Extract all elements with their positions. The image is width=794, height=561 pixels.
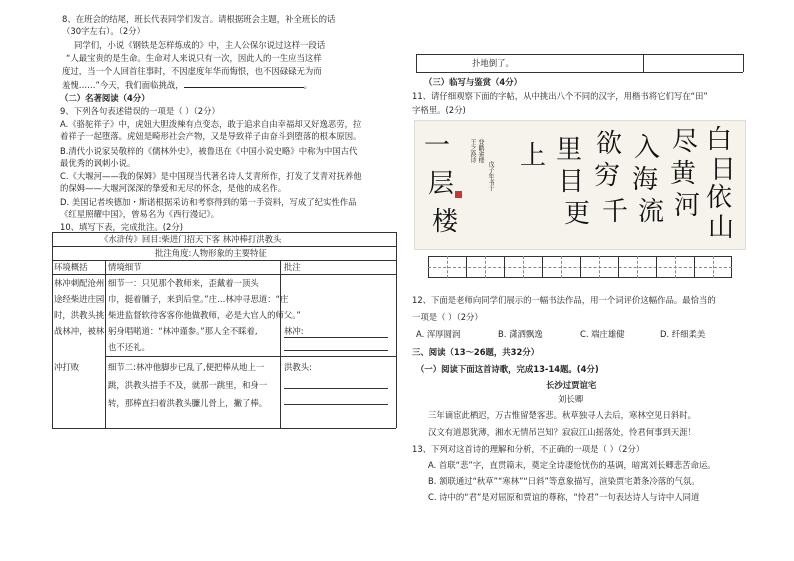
callig-char-19: 层	[427, 169, 454, 199]
callig-char-3: 依	[705, 183, 732, 213]
callig-char-13: 千	[601, 197, 628, 227]
q13-stem: 13、下列对这首诗的理解和分析，不正确的一项是（ ）（2分）	[412, 444, 645, 454]
callig-char-10: 流	[637, 197, 664, 227]
q8-line4: “人最宝贵的是生命。生命对人来说只有一次，因此人的一生应当这样	[66, 53, 322, 63]
q12-option-c[interactable]: C. 端庄雄健	[580, 329, 625, 339]
q8-line6-text: 羞愧……”今天，我们面临挑战，	[62, 80, 184, 90]
callig-char-15: 目	[557, 167, 584, 197]
section-reading: 三、阅读（13～26题，共32分）	[412, 347, 540, 357]
q10-note2-line2[interactable]	[284, 404, 388, 405]
q10-env-4: 战林冲，被林	[54, 326, 105, 336]
q13-option-b[interactable]: B. 颔联通过“秋草”“寒林”“日斜”等意象描写，渲染贾宅萧条冷落的气氛。	[428, 476, 700, 486]
top-cell-text: 扑地倒了。	[472, 58, 514, 68]
q9-option-a2: 着祥子一起堕落。虎妞是畸形社会产物，又是导致祥子由奋斗到堕落的根本原因。	[60, 131, 362, 141]
q10-note2-line1[interactable]	[284, 388, 388, 389]
q10-header-note: 批注	[284, 262, 301, 272]
callig-char-9: 海	[631, 165, 658, 195]
q13-option-c[interactable]: C. 诗中的“君”是对屈原和贾谊的尊称，“怜君”一句表达诗人与诗中人同道	[428, 492, 700, 502]
seal-stamp	[455, 191, 462, 198]
poem-line1: 三年谪宦此栖迟，万古惟留楚客悲。秋草独寻人去后，寒林空见日斜时。	[428, 410, 696, 420]
callig-char-11: 欲	[595, 129, 622, 159]
q9-option-d1: D. 美国记者埃德加・斯诺根据采访和考察得到的第一手资料，写成了纪实性作品	[60, 197, 357, 207]
q8-line2: （30字左右）。（2分）	[62, 26, 145, 36]
q11-line2: 字格里。(2分)	[412, 105, 466, 115]
q10-detail2-3: 转，那棒直扫着洪教头臁儿骨上，撇了棒。	[108, 398, 268, 408]
q9-option-d2: 《红星照耀中国》，曾易名为《西行漫记》。	[60, 209, 220, 219]
callig-small-2: 登鹳雀楼	[477, 139, 484, 163]
q10-title-row: 《水浒传》回目:柴进门招天下客 林冲棒打洪教头	[100, 234, 282, 244]
q10-note1-line1[interactable]	[284, 337, 388, 338]
q9-option-c1: C.《大堰河——我的保姆》是中国现当代著名诗人艾青所作，打发了艾青对抚养他	[60, 171, 362, 181]
q10-angle-row: 批注角度:人物形象的主要特征	[155, 248, 267, 258]
q10-detail1-1: 细节一：只见那个教师来，歪戴着一顶头	[108, 278, 259, 288]
q10-detail1-2: 巾，挺着脯子，来到后堂。”庄…林冲寻思道：“庄	[108, 294, 289, 304]
q8-answer-blank[interactable]	[184, 79, 304, 88]
callig-char-18: 一	[423, 131, 450, 161]
reading-sub-one: （一）阅读下面这首诗歌，完成13-14题。(4分)	[416, 364, 599, 374]
section-calligraphy: （三）临写与鉴赏（4分）	[424, 77, 522, 87]
q9-option-b2: 最优秀的讽刺小说。	[60, 158, 136, 168]
callig-char-7: 河	[673, 191, 700, 221]
q8-line3: 同学们，小说《钢铁是怎样炼成的》中，主人公保尔说过这样一段话	[74, 40, 326, 50]
q12-option-d[interactable]: D. 纤细柔美	[660, 329, 706, 339]
q10-stem: 10、填写下表，完成批注。(2分)	[60, 222, 184, 232]
q10-note2-label: 洪教头:	[284, 362, 312, 372]
calligraphy-artwork	[414, 120, 746, 250]
callig-char-16: 更	[563, 199, 590, 229]
q9-option-b1: B.清代小说家吴敬梓的《儒林外史》，被鲁迅在《中国小说史略》中称为中国古代	[60, 146, 358, 156]
q10-note1-label: 林冲:	[284, 326, 304, 336]
q12-line2: 一项是（ ）（2分）	[412, 312, 483, 322]
q10-note1-line2[interactable]	[284, 350, 388, 351]
poem-title: 长沙过贾谊宅	[546, 380, 597, 390]
q12-line1: 12、下面是老师向同学们展示的一幅书法作品，用一个词评价这幅作品。最恰当的	[412, 295, 716, 305]
callig-char-12: 穷	[593, 161, 620, 191]
q9-option-a1: A.《骆驼祥子》中，虎妞大胆泼辣有点变态，敢于追求自由幸福却又好逸恶劳，拉	[60, 119, 362, 129]
callig-char-5: 尽	[671, 127, 698, 157]
q10-detail1-5: 也不还礼。	[108, 342, 150, 352]
callig-char-2: 日	[709, 155, 736, 185]
q9-option-c2: 的保姆——大堰河深深的挚爱和无尽的怀念，是他的成名作。	[60, 183, 287, 193]
q8-line6	[62, 79, 312, 91]
q12-option-a[interactable]: A. 浑厚圆润	[416, 329, 461, 339]
callig-small-3: 戊子年书于	[487, 161, 494, 191]
callig-char-1: 白	[705, 125, 732, 155]
q10-detail1-4: 躬身唱喏道：“林冲谨参。”那人全不睬着,	[108, 326, 258, 336]
q8-line6-end: 。	[303, 80, 312, 90]
q8-line1: 8、在班会的结尾，班长代表同学们发言。请根据班会主题，补全班长的话	[62, 14, 336, 24]
q10-detail2-2: 跳，洪教头措手不及，就那一跳里，和身一	[108, 380, 268, 390]
callig-char-6: 黄	[669, 159, 696, 189]
callig-char-20: 楼	[431, 207, 458, 237]
q10-header-env: 环境概括	[54, 262, 88, 272]
q9-stem: 9、下列各句表述错误的一项是（ ）（2分）	[60, 106, 220, 116]
callig-char-4: 山	[707, 213, 734, 243]
q8-line5: 度过，当一个人回首往事时，不因虚度年华而悔恨，也不因碌碌无为而	[62, 66, 322, 76]
callig-char-8: 入	[633, 133, 660, 163]
q10-env-3: 时，洪教头挑	[54, 310, 105, 320]
poem-author: 刘长卿	[558, 394, 584, 404]
q10-env-1: 林冲刺配沧州	[54, 278, 105, 288]
callig-char-17: 上	[519, 141, 546, 171]
section-famous-books: （二）名著阅读（4分）	[60, 93, 150, 103]
q11-line1: 11、请仔细观察下面的字帖，从中挑出八个不同的汉字，用楷书将它们写在“田”	[412, 91, 708, 101]
poem-line2: 汉文有道恩犹薄，湘水无情吊岂知？寂寂江山摇落处，怜君何事到天涯！	[428, 427, 696, 437]
q10-detail2-1: 细节二:林冲他脚步已乱了,便把棒从地上一	[108, 362, 265, 372]
q12-option-b[interactable]: B. 潇洒飘逸	[498, 329, 543, 339]
q10-detail1-3: 柴进监督软待客客你他做教师，必是大官人的师父。”	[108, 310, 301, 320]
q10-header-detail: 情境细节	[108, 262, 142, 272]
q13-option-a[interactable]: A. 首联“悲”字，直贯篇末，奠定全诗凄怆忧伤的基调，暗寓刘长卿悲苦命运。	[428, 460, 716, 470]
callig-char-14: 里	[555, 135, 582, 165]
q10-env-2: 途经柴进庄园	[54, 294, 105, 304]
q10-env-5: 冲打败	[54, 362, 80, 372]
callig-small-1: 王之涣诗	[469, 139, 476, 163]
